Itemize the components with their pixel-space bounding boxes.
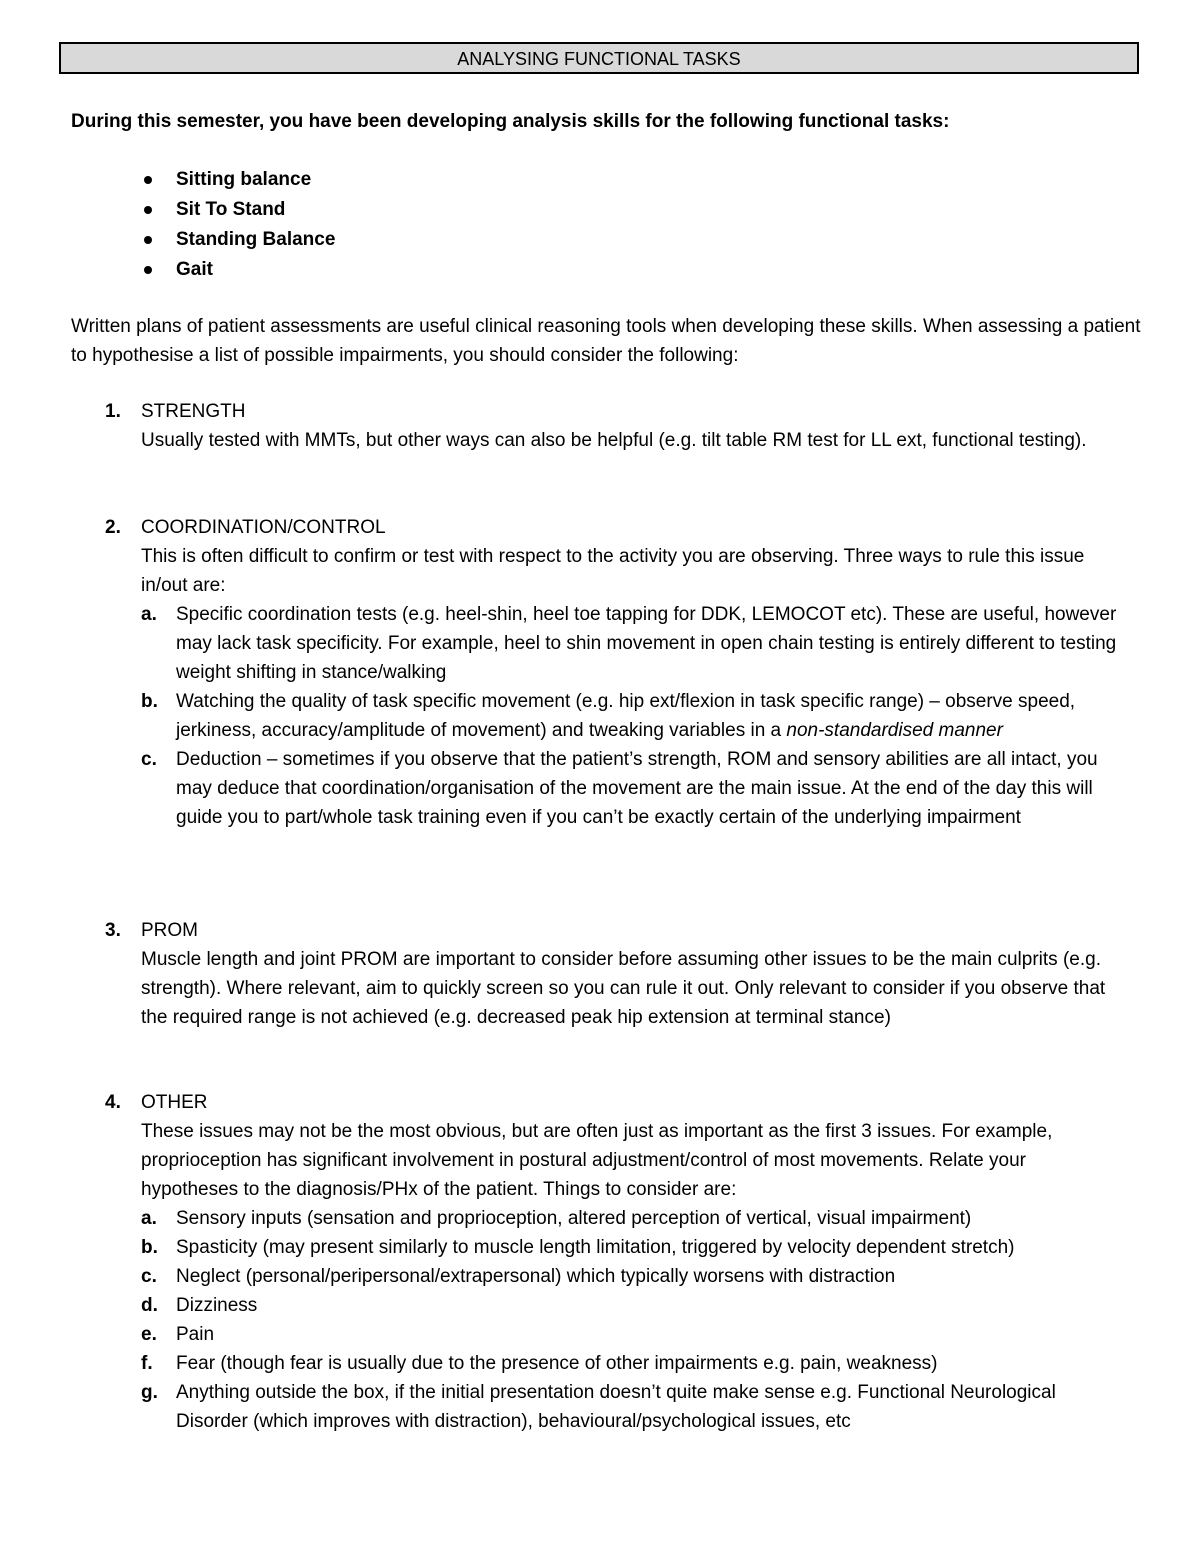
sub-item-letter: a. xyxy=(141,1208,157,1229)
sub-item xyxy=(141,687,1125,745)
sub-item-letter: a. xyxy=(141,604,157,625)
section-number: 2. xyxy=(105,517,121,538)
sub-item-letter: d. xyxy=(141,1295,158,1316)
task-item: Sit To Stand xyxy=(140,195,335,225)
sub-item-text: Watching the quality of task specific movement (e.g. hip ext/flexion in task specific range) – observe speed, jerkiness, accuracy/amplitude of movement) and tweaking variables in a xyxy=(176,691,1076,741)
sub-item xyxy=(141,600,1125,687)
document-title: ANALYSING FUNCTIONAL TASKS xyxy=(59,42,1139,74)
section-heading: OTHER xyxy=(141,1092,208,1113)
sub-item-text: Fear (though fear is usually due to the presence of other impairments e.g. pain, weakness) xyxy=(176,1353,938,1374)
sub-item xyxy=(141,1233,1125,1262)
section-body: This is often difficult to confirm or test with respect to the activity you are observing. Three ways to rule this issue in/out are: xyxy=(141,546,1085,596)
sub-item-letter: g. xyxy=(141,1382,158,1403)
sub-item-text: Anything outside the box, if the initial presentation doesn’t quite make sense e.g. Functional Neurological Disorder (which improves with distraction), behavioural/psychological issues, etc xyxy=(176,1382,1056,1432)
sub-item-text: Dizziness xyxy=(176,1295,258,1316)
sub-item-text: Sensory inputs (sensation and proprioception, altered perception of vertical, visual impairment) xyxy=(176,1208,972,1229)
sub-item xyxy=(141,1204,1125,1233)
sub-item xyxy=(141,1320,1125,1349)
task-item: Gait xyxy=(140,255,335,285)
section-body: These issues may not be the most obvious, but are often just as important as the first 3 issues. For example, proprioception has significant involvement in postural adjustment/control of most movements. Relate your hypotheses to the diagnosis/PHx of the patient. Things to consider are: xyxy=(141,1121,1053,1200)
sub-item-text: Specific coordination tests (e.g. heel-shin, heel toe tapping for DDK, LEMOCOT etc). These are useful, however may lack task specificity. For example, heel to shin movement in open chain testing is entirely different to testing weight shifting in stance/walking xyxy=(176,604,1117,683)
section-heading: STRENGTH xyxy=(141,401,246,422)
functional-tasks-list xyxy=(140,165,335,285)
sub-item-text: Neglect (personal/peripersonal/extrapersonal) which typically worsens with distraction xyxy=(176,1266,896,1287)
sub-item-letter: e. xyxy=(141,1324,157,1345)
sub-item-letter: c. xyxy=(141,749,157,770)
assessment-paragraph: Written plans of patient assessments are useful clinical reasoning tools when developing these skills. When assessing a patient to hypothesise a list of possible impairments, you should consider the following: xyxy=(71,316,1141,366)
sub-item-letter: c. xyxy=(141,1266,157,1287)
sub-item-text: Spasticity (may present similarly to muscle length limitation, triggered by velocity dependent stretch) xyxy=(176,1237,1015,1258)
section-strength xyxy=(105,397,1125,455)
task-item: Sitting balance xyxy=(140,165,335,195)
task-item: Standing Balance xyxy=(140,225,335,255)
section-heading: PROM xyxy=(141,920,198,941)
sub-item xyxy=(141,1349,1125,1378)
sub-item-italic-text: non-standardised manner xyxy=(786,720,1003,741)
section-number: 1. xyxy=(105,401,121,422)
sub-item-letter: f. xyxy=(141,1353,153,1374)
sub-item xyxy=(141,1291,1125,1320)
sub-item-letter: b. xyxy=(141,1237,158,1258)
sub-item xyxy=(141,1262,1125,1291)
section-number: 4. xyxy=(105,1092,121,1113)
section-body: Muscle length and joint PROM are important to consider before assuming other issues to be the main culprits (e.g. strength). Where relevant, aim to quickly screen so you can rule it out. Only relevant to consider if you observe that the required range is not achieved (e.g. decreased peak hip extension at terminal stance) xyxy=(141,949,1106,1028)
section-prom xyxy=(105,916,1125,1032)
sub-item-text: Deduction – sometimes if you observe that the patient’s strength, ROM and sensory abilities are all intact, you may deduce that coordination/organisation of the movement are the main issue. At the end of the day this will guide you to part/whole task training even if you can’t be exactly certain of the underlying impairment xyxy=(176,749,1098,828)
sub-item-letter: b. xyxy=(141,691,158,712)
sub-item xyxy=(141,745,1125,832)
intro-text: During this semester, you have been developing analysis skills for the following functional tasks: xyxy=(71,111,950,132)
section-coordination xyxy=(105,513,1125,832)
sub-item xyxy=(141,1378,1125,1436)
section-other xyxy=(105,1088,1125,1436)
section-heading: COORDINATION/CONTROL xyxy=(141,517,386,538)
section-body: Usually tested with MMTs, but other ways can also be helpful (e.g. tilt table RM test for LL ext, functional testing). xyxy=(141,430,1087,451)
section-number: 3. xyxy=(105,920,121,941)
sub-item-text: Pain xyxy=(176,1324,215,1345)
